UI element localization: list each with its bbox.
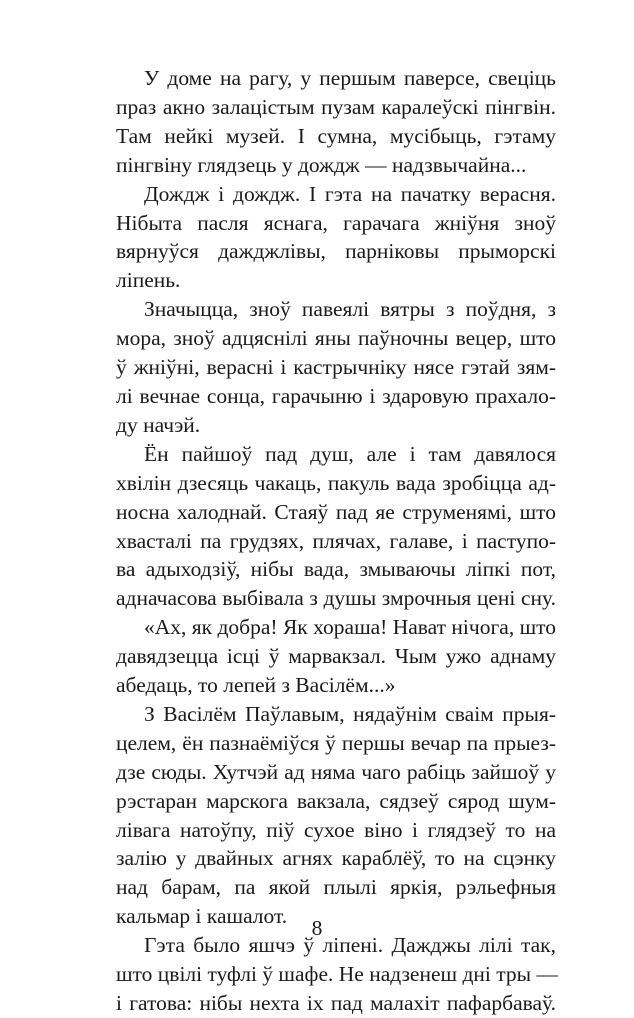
text-line: праз акно залацістым пузам каралеўскі пінгвін.: [116, 94, 556, 119]
text-line: ў жніўні, верасні і кастрычніку нясе гэтай зям-: [116, 355, 556, 380]
text-line: абедаць, то лепей з Васілём...»: [116, 673, 396, 698]
text-line: што цвілі туфлі ў шафе. Не надзенеш дні тры —: [116, 962, 558, 987]
paragraph-5: [88, 613, 556, 700]
text-line: над барам, па якой плылі яркія, рэльефныя: [116, 875, 556, 900]
text-line: З Васілём Паўлавым, нядаўнім сваім прыя-: [144, 701, 556, 726]
text-line: «Ах, як добра! Як хораша! Нават нічога, што: [144, 615, 556, 640]
text-line: носна халоднай. Стаяў пад яе струменямі, што: [116, 499, 556, 524]
text-line: адначасова выбівала з душы змрочныя цені сну.: [116, 586, 556, 611]
text-line: пінгвіну глядзець у дождж — надзвычайна...: [116, 152, 527, 177]
text-line: хвілін дзесяць чакаць, пакуль вада зробіцца ад-: [116, 470, 556, 495]
text-line: і гатова: нібы нехта іх пад малахіт пафарбаваў.: [116, 991, 556, 1015]
paragraph-2: [88, 180, 556, 296]
text-line: лі вечнае сонца, гарачыню і здаровую прахало-: [116, 383, 556, 408]
text-line: рэстаран марскога вакзала, сядзеў сярод шум-: [116, 788, 556, 813]
book-page-text: [88, 64, 556, 1018]
paragraph-3: [88, 295, 556, 440]
text-line: Гэта было яшчэ ў ліпені. Дажджы лілі так,: [144, 933, 556, 958]
text-line: ва адыходзіў, нібы вада, змываючы ліпкі пот,: [116, 557, 556, 582]
paragraph-6: [88, 700, 556, 931]
text-line: ліпень.: [116, 268, 181, 293]
text-line: дзе сюды. Хутчэй ад няма чаго рабіць зайшоў у: [116, 759, 556, 784]
text-line: ду начэй.: [116, 412, 201, 437]
text-line: лівага натоўпу, піў сухое віно і глядзеў то на: [116, 817, 556, 842]
text-line: давядзецца ісці ў марвакзал. Чым ужо аднаму: [116, 644, 556, 669]
text-line: Дождж і дождж. І гэта на пачатку верасня.: [144, 181, 556, 206]
text-line: вярнуўся дажджлівы, парніковы прыморскі: [116, 239, 556, 264]
text-line: Там нейкі музей. І сумна, мусібыць, гэтаму: [116, 123, 556, 148]
text-line: хвасталі па грудзях, плячах, галаве, і паступо-: [116, 528, 556, 553]
page-number: 8: [311, 916, 323, 940]
paragraph-7: [88, 931, 556, 1018]
text-line: Ён пайшоў пад душ, але і там давялося: [144, 441, 556, 466]
paragraph-1: [88, 64, 556, 180]
text-line: У доме на рагу, у першым паверсе, свеціць: [144, 66, 556, 90]
text-line: кальмар і кашалот.: [116, 904, 288, 929]
paragraph-4: [88, 440, 556, 613]
text-line: мора, зноў адцяснілі яны паўночны вецер, што: [116, 326, 556, 351]
text-line: целем, ён пазнаёміўся ў першы вечар па прыез-: [116, 730, 556, 755]
text-line: залію у двайных агнях караблёў, то на сцэнку: [116, 846, 556, 871]
text-line: Значыцца, зноў павеялі вятры з поўдня, з: [144, 297, 556, 322]
text-line: Нібыта пасля яснага, гарачага жніўня зноў: [116, 210, 556, 235]
